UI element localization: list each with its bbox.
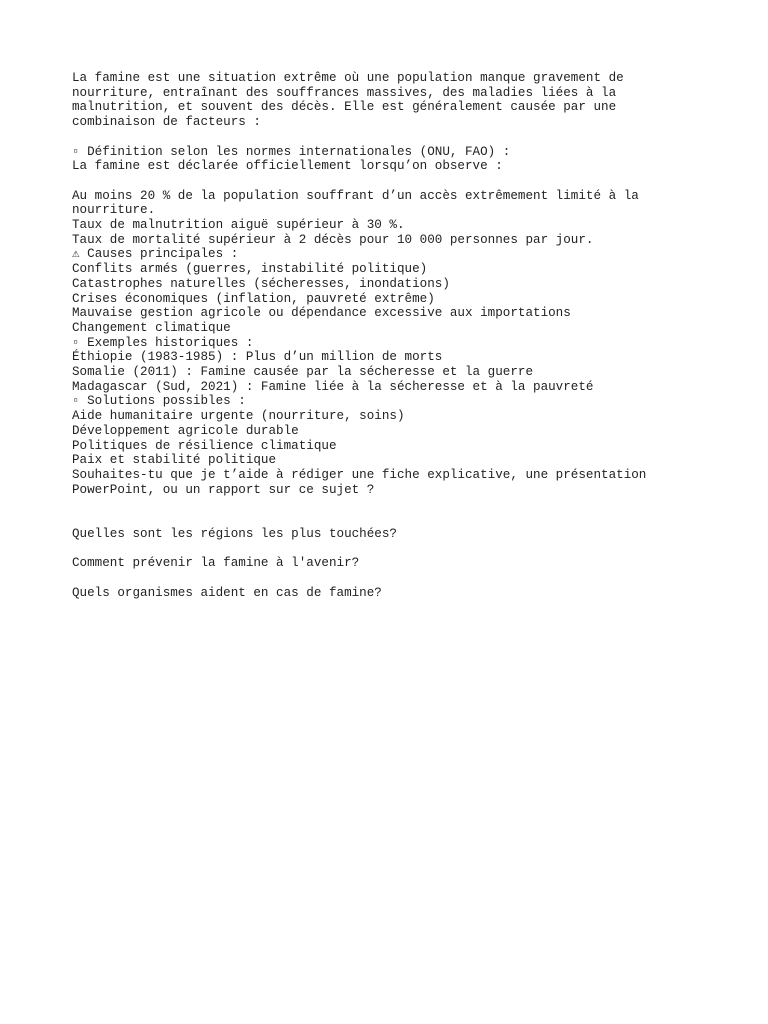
causes-section [72, 247, 732, 335]
cause-item: Changement climatique [72, 320, 231, 335]
definition-subheading: La famine est déclarée officiellement lorsqu’on observe : [72, 159, 503, 174]
spacer [72, 571, 732, 586]
examples-section [72, 336, 732, 395]
criteria-item: Au moins 20 % de la population souffrant d’un accès extrêmement limité à la [72, 188, 639, 203]
criteria-list [72, 189, 732, 248]
intro-line: La famine est une situation extrême où une population manque gravement de [72, 71, 624, 85]
closing-paragraph [72, 468, 732, 497]
cause-item: Crises économiques (inflation, pauvreté extrême) [72, 291, 435, 306]
examples-heading: ▫ Exemples historiques : [72, 335, 254, 350]
solution-item: Aide humanitaire urgente (nourriture, soins) [72, 409, 405, 424]
example-item: Éthiopie (1983-1985) : Plus d’un million de morts [72, 350, 443, 365]
spacer [72, 130, 732, 145]
criteria-item: Taux de malnutrition aiguë supérieur à 30 %. [72, 218, 405, 232]
spacer [72, 497, 732, 526]
closing-line: Souhaites-tu que je t’aide à rédiger une fiche explicative, une présentation [72, 467, 647, 482]
cause-item: Catastrophes naturelles (sécheresses, inondations) [72, 276, 450, 291]
solution-item: Politiques de résilience climatique [72, 438, 337, 453]
spacer [72, 174, 732, 189]
intro-line: malnutrition, et souvent des décès. Elle est généralement causée par une [72, 100, 617, 115]
cause-item: Mauvaise gestion agricole ou dépendance excessive aux importations [72, 306, 571, 321]
definition-section [72, 145, 732, 174]
solution-item: Paix et stabilité politique [72, 453, 277, 468]
suggestion-question[interactable]: Comment prévenir la famine à l'avenir? [72, 556, 360, 571]
suggestion-question[interactable]: Quels organismes aident en cas de famine? [72, 585, 382, 600]
definition-heading: ▫ Définition selon les normes internationales (ONU, FAO) : [72, 144, 511, 159]
solutions-section [72, 394, 732, 468]
document-body [72, 71, 732, 600]
intro-paragraph [72, 71, 732, 130]
solution-item: Développement agricole durable [72, 423, 299, 438]
example-item: Somalie (2011) : Famine causée par la sécheresse et la guerre [72, 365, 534, 380]
spacer [72, 541, 732, 556]
intro-line: nourriture, entraînant des souffrances massives, des maladies liées à la [72, 85, 617, 100]
causes-heading: ⚠ Causes principales : [72, 247, 239, 262]
cause-item: Conflits armés (guerres, instabilité politique) [72, 262, 428, 277]
intro-line: combinaison de facteurs : [72, 115, 261, 130]
suggestion-question[interactable]: Quelles sont les régions les plus touchées? [72, 526, 397, 541]
example-item: Madagascar (Sud, 2021) : Famine liée à la sécheresse et à la pauvreté [72, 379, 594, 394]
solutions-heading: ▫ Solutions possibles : [72, 394, 246, 409]
criteria-item: Taux de mortalité supérieur à 2 décès pour 10 000 personnes par jour. [72, 232, 594, 247]
criteria-item: nourriture. [72, 203, 156, 218]
closing-line: PowerPoint, ou un rapport sur ce sujet ? [72, 482, 375, 497]
